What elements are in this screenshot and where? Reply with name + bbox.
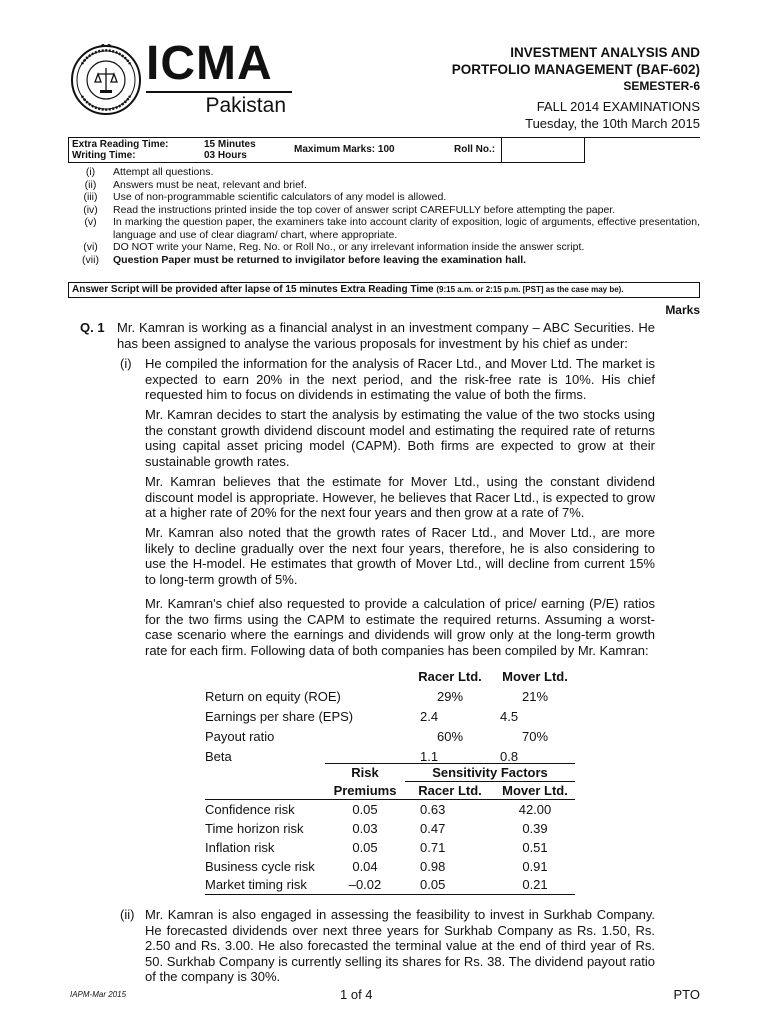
instruction-text: Read the instructions printed inside the top cover of answer script CAREFULLY before attempting the paper. [113, 203, 616, 216]
instruction-item [68, 166, 700, 179]
table-row [205, 819, 575, 838]
cell-racer: 60% [436, 728, 464, 744]
paper-date: Tuesday, the 10th March 2015 [525, 116, 700, 131]
part-label: (ii) [120, 907, 135, 922]
row-label: Payout ratio [205, 728, 275, 744]
cell-racer: 29% [436, 688, 464, 704]
part1-paragraph: Mr. Kamran believes that the estimate for Mover Ltd., using the constant dividend discount model is appropriate. However, he believes that Racer Ltd., is expected to grow at a higher rate of 20% for the next four years and then grow at a rate of 7%. [145, 474, 655, 520]
instruction-item [68, 179, 700, 192]
cell-mover: 70% [521, 728, 549, 744]
mover-header: Mover Ltd. [495, 782, 575, 800]
table-header-row [205, 782, 575, 800]
row-label: Inflation risk [205, 839, 275, 855]
page-number: 1 of 4 [340, 987, 373, 1002]
risk-header-2: Premiums [325, 782, 405, 800]
cell-racer: 2.4 [420, 708, 439, 724]
instruction-text: In marking the question paper, the examiners take into account clarity of exposition, logic of arguments, effective presentation, language and use of clear diagram/ chart, where appropriate. [113, 216, 700, 241]
row-label: Earnings per share (EPS) [205, 708, 354, 724]
writing-time-label: Writing Time: [72, 150, 136, 161]
table-row [205, 876, 575, 895]
part1-paragraph: Mr. Kamran decides to start the analysis by estimating the value of the two stocks using the constant growth dividend discount model and estimating the required rate of returns using capital asset pricing model (CAPM). Both firms are expected to grow at their sustainable growth rates. [145, 407, 655, 469]
instruction-text: Attempt all questions. [113, 166, 214, 178]
question-intro: Mr. Kamran is working as a financial analyst in an investment company – ABC Securities. He has been assigned to analyse the various proposals for investment by his chief as under: [117, 320, 655, 351]
brand-name: ICMA [146, 37, 273, 90]
company-data-table [205, 666, 575, 766]
row-label: Confidence risk [205, 801, 295, 817]
cell-mover: 42.00 [518, 801, 552, 817]
question-number: Q. 1 [80, 320, 105, 335]
pto-label: PTO [673, 987, 700, 1002]
cell-premium: 0.05 [352, 801, 378, 817]
table-header-empty [205, 782, 325, 800]
cell-racer: 1.1 [420, 748, 439, 764]
table-row [205, 800, 575, 819]
instruction-item [68, 241, 700, 254]
cell-mover: 0.91 [522, 858, 548, 874]
cell-racer: 0.71 [420, 839, 446, 855]
marks-column-label: Marks [665, 303, 700, 317]
row-label: Return on equity (ROE) [205, 688, 341, 704]
table-header: Racer Ltd. [418, 668, 482, 684]
row-label: Business cycle risk [205, 858, 315, 874]
risk-header-1: Risk [325, 764, 405, 782]
part1-paragraph: Mr. Kamran's chief also requested to provide a calculation of price/ earning (P/E) ratios for the two firms using the CAPM to estimate the required returns. Assuming a worst-case scenario where the earnings and dividends will grow only at the long-term growth rate for each firm. Following data of both companies has been compiled by Mr. Kamran: [145, 596, 655, 658]
instruction-item [68, 216, 700, 241]
extra-reading-label: Extra Reading Time: [72, 139, 169, 150]
notice-small: (9:15 a.m. or 2:15 p.m. [PST] as the case may be). [436, 285, 624, 294]
cell-racer: 0.63 [420, 801, 446, 817]
notice-main: Answer Script will be provided after lapse of 15 minutes Extra Reading Time [72, 284, 434, 295]
instruction-number: (iv) [83, 203, 98, 216]
row-label: Market timing risk [205, 876, 325, 895]
icma-seal-icon [70, 44, 142, 116]
writing-time-value: 03 Hours [204, 150, 247, 161]
row-label: Time horizon risk [205, 820, 304, 836]
roll-no-field[interactable] [501, 137, 585, 163]
instructions [68, 166, 700, 266]
cell-mover: 0.39 [522, 820, 548, 836]
instruction-number: (ii) [84, 178, 97, 191]
cell-racer: 0.47 [420, 820, 446, 836]
table-row [205, 857, 575, 876]
paper-title-line1: INVESTMENT ANALYSIS AND [510, 45, 700, 60]
part1-paragraph: Mr. Kamran also noted that the growth rates of Racer Ltd., and Mover Ltd., are more likely to decline gradually over the next four years, therefore, he is also considering to use the H-model. He estimates that growth of Mover Ltd., will decline from current 15% to long-term growth of 5%. [145, 525, 655, 587]
instruction-number: (v) [84, 216, 97, 228]
instruction-item [68, 191, 700, 204]
part2-paragraph: Mr. Kamran is also engaged in assessing the feasibility to invest in Surkhab Company. He forecasted dividends over next three years for Surkhab Company as Rs. 1.50, Rs. 2.50 and Rs. 3.00. He also forecasted the terminal value at the end of third year of Rs. 50. Surkhab Company is currently selling its shares for Rs. 38. The dividend payout ratio of the company is 30%. [145, 907, 655, 984]
extra-reading-value: 15 Minutes [204, 139, 256, 150]
cell-premium: 0.03 [352, 820, 378, 836]
brand-subname: Pakistan [205, 94, 286, 117]
instruction-number: (vi) [83, 241, 98, 253]
cell-racer: 0.05 [405, 876, 495, 895]
table-row [205, 706, 575, 726]
paper-title-line2: PORTFOLIO MANAGEMENT (BAF-602) [451, 62, 700, 77]
instruction-text: DO NOT write your Name, Reg. No. or Roll No., or any irrelevant information inside the answer script. [113, 241, 585, 253]
instruction-item [68, 254, 700, 267]
cell-racer: 0.98 [420, 858, 446, 874]
cell-premium: 0.05 [352, 839, 378, 855]
header [0, 0, 768, 140]
cell-mover: 4.5 [500, 708, 519, 724]
paper-semester: SEMESTER-6 [623, 79, 700, 93]
footer-code: IAPM-Mar 2015 [70, 990, 127, 999]
instruction-text: Use of non-programmable scientific calculators of any model is allowed. [113, 191, 447, 203]
max-marks: Maximum Marks: 100 [294, 144, 395, 155]
sensitivity-header: Sensitivity Factors [405, 764, 575, 782]
instruction-number: (i) [85, 166, 96, 178]
racer-header: Racer Ltd. [405, 782, 495, 800]
risk-table [205, 763, 575, 895]
paper-info [380, 44, 700, 132]
answer-script-notice [68, 282, 700, 298]
table-header: Mover Ltd. [502, 668, 568, 684]
cell-mover: 0.21 [495, 876, 575, 895]
meta-box [68, 137, 585, 163]
cell-premium: 0.04 [352, 858, 378, 874]
table-header-empty [205, 764, 325, 782]
table-header-empty [205, 666, 405, 686]
instruction-text: Answers must be neat, relevant and brief. [113, 178, 307, 191]
part1-paragraph: He compiled the information for the analysis of Racer Ltd., and Mover Ltd. The market is expected to earn 20% in the next period, and the risk-free rate is 10%. His chief requested him to focus on dividends in estimating the value of both the firms. [145, 356, 655, 402]
row-label: Beta [205, 748, 232, 764]
table-row [205, 726, 575, 746]
cell-mover: 0.8 [500, 748, 519, 764]
cell-mover: 21% [521, 688, 549, 704]
instruction-item [68, 204, 700, 217]
part-label: (i) [120, 356, 132, 371]
table-row [205, 686, 575, 706]
cell-premium: –0.02 [325, 876, 405, 895]
table-header-row [205, 666, 575, 686]
cell-mover: 0.51 [522, 839, 548, 855]
roll-no-label: Roll No.: [454, 144, 496, 155]
table-header-row [205, 764, 575, 782]
instruction-number: (vii) [82, 253, 99, 266]
paper-exam: FALL 2014 EXAMINATIONS [536, 99, 700, 114]
table-row [205, 838, 575, 857]
instruction-text: Question Paper must be returned to invigilator before leaving the examination hall. [113, 253, 527, 266]
brand [146, 37, 292, 119]
instruction-number: (iii) [83, 191, 98, 203]
